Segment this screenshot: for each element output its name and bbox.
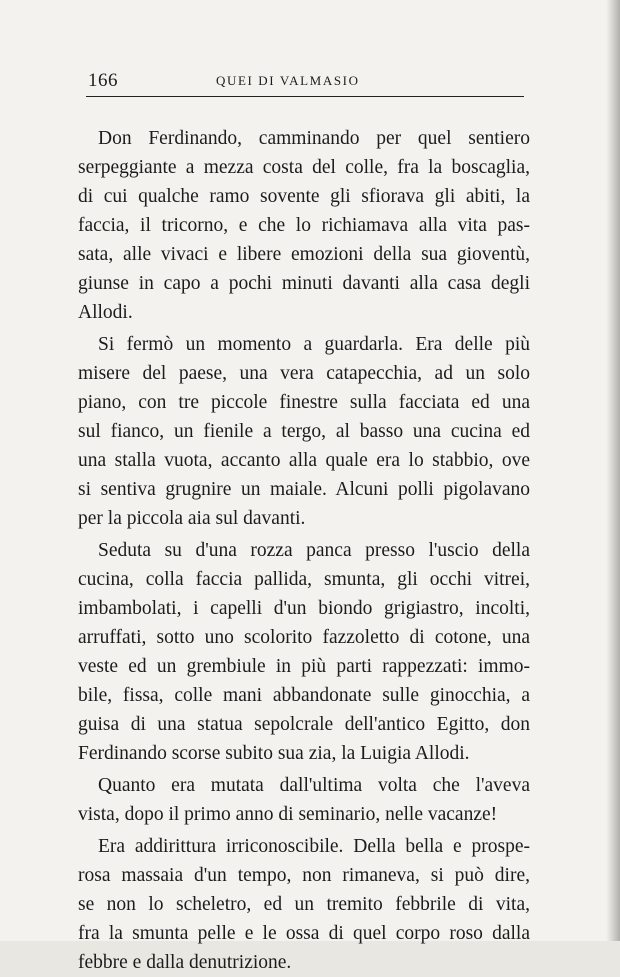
text-line: si sentiva grugnire un maiale. Alcuni polli pigolavano [78,479,530,500]
text-line: di cui qualche ramo sovente gli sfiorava gli abiti, la [78,186,530,207]
paragraph [78,771,530,829]
text-line: rosa massaia d'un tempo, non rimaneva, si può dire, [78,865,530,886]
text-line: per la piccola aia sul davanti. [78,508,306,529]
paragraph [78,832,530,977]
text-line: fra la smunta pelle e le ossa di quel corpo roso dalla [78,923,530,944]
text-line: se non lo scheletro, ed un tremito febbrile di vita, [78,894,530,915]
text-line: una stalla vuota, accanto alla quale era lo stabbio, ove [78,450,530,471]
paragraph [78,124,530,327]
text-line: misere del paese, una vera catapecchia, ad un solo [78,363,530,384]
running-title: QUEI DI VALMASIO [216,73,360,88]
page-gutter-shadow [606,0,620,941]
text-line: imbambolati, i capelli d'un biondo grigiastro, incolti, [78,598,530,619]
text-line: giunse in capo a pochi minuti davanti alla casa degli [78,273,530,294]
text-line: cucina, colla faccia pallida, smunta, gli occhi vitrei, [78,569,530,590]
text-line: piano, con tre piccole finestre sulla facciata ed una [78,392,530,413]
paragraph [78,536,530,768]
text-line: febbre e dalla denutrizione. [78,952,292,973]
text-line: arruffati, sotto uno scolorito fazzoletto di cotone, una [78,627,530,648]
text-line: vista, dopo il primo anno di seminario, nelle vacanze! [78,804,498,825]
text-line: sul fianco, un fienile a tergo, al basso una cucina ed [78,421,530,442]
body-text [78,124,530,977]
text-line: Quanto era mutata dall'ultima volta che l'aveva [98,775,530,796]
text-line: Era addirittura irriconoscibile. Della bella e prospe- [98,836,530,857]
text-line: Si fermò un momento a guardarla. Era delle più [98,334,530,355]
text-line: Ferdinando scorse subito sua zia, la Luigia Allodi. [78,743,470,764]
text-line: Allodi. [78,302,133,323]
text-line: sata, alle vivaci e libere emozioni della sua gioventù, [78,244,530,265]
text-line: guisa di una statua sepolcrale dell'antico Egitto, don [78,714,530,735]
text-line: faccia, il tricorno, e che lo richiamava alla vita pas- [78,215,530,236]
text-line: Don Ferdinando, camminando per quel sentiero [98,128,530,149]
paragraph [78,330,530,533]
text-line: serpeggiante a mezza costa del colle, fra la boscaglia, [78,157,530,178]
text-line: Seduta su d'una rozza panca presso l'uscio della [98,540,530,561]
text-line: veste ed un grembiule in più parti rappezzati: immo- [78,656,530,677]
text-line: bile, fissa, colle mani abbandonate sulle ginocchia, a [78,685,530,706]
page-header [88,70,524,96]
page-number: 166 [88,70,118,91]
header-rule [86,96,524,97]
